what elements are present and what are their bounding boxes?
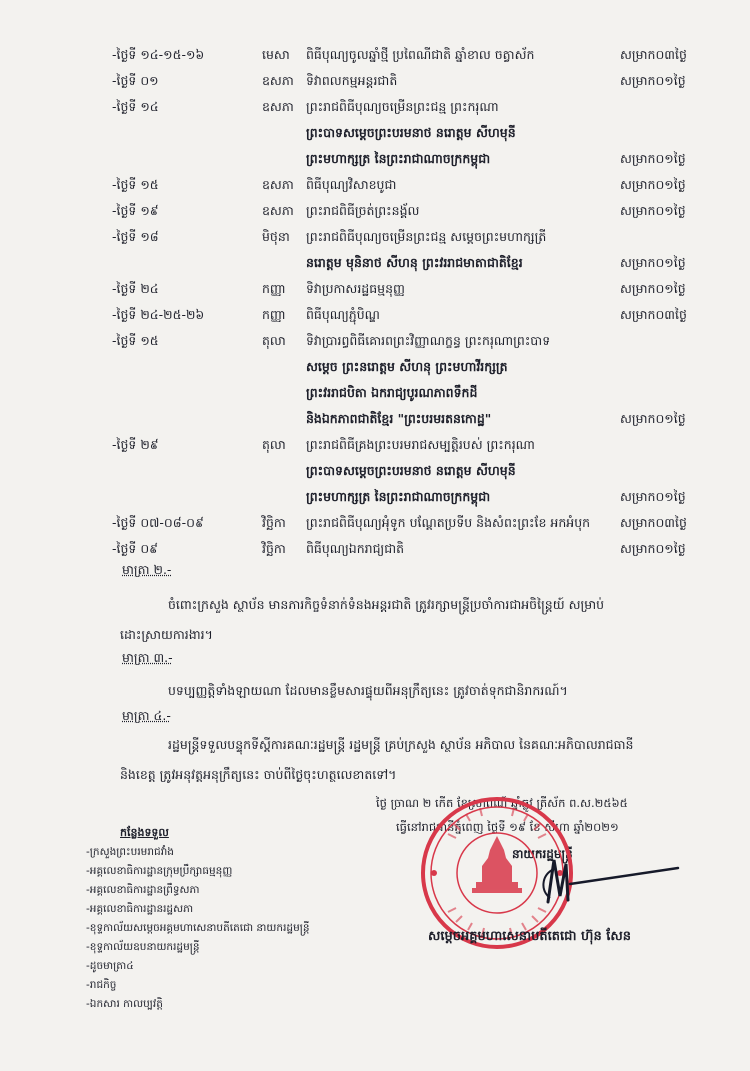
holiday-description: ទិវាប្រារព្ធពិធីគោរពព្រះវិញ្ញាណក្ខន្ធ ព្រះករុណាព្រះបាទ: [306, 333, 551, 348]
holiday-description-continued: ព្រះមហាក្សត្រ នៃព្រះរាជាណាចក្រកម្ពុជា: [306, 151, 491, 166]
holiday-duration: សម្រាក០១ថ្ងៃ: [620, 177, 686, 192]
holiday-description-continued: ព្រះបាទសម្តេចព្រះបរមនាថ នរោត្តម សីហមុនី: [306, 125, 516, 140]
holiday-description: ព្រះរាជពិធីបុណ្យចម្រើនព្រះជន្ម សម្តេចព្រះមហាក្សត្រី: [306, 229, 547, 244]
schedule-row: [0, 432, 750, 458]
holiday-day: -ថ្ងៃទី ២៩: [112, 437, 159, 452]
holiday-month: តុលា: [262, 437, 286, 452]
article-2-line-1: ចំពោះក្រសួង ស្ថាប័ន មានភារកិច្ចទំនាក់ទំនងអន្តរជាតិ ត្រូវរក្សាមន្ត្រីប្រចាំការជាអចិន្ត្រៃយ៍ សម្រាប់: [168, 597, 605, 612]
recipient-item: -អគ្គលេខាធិការដ្ឋានរដ្ឋសភា: [86, 903, 194, 915]
holiday-description: ព្រះរាជពិធីបុណ្យអុំទូក បណ្តែតប្រទីប និងសំពះព្រះខែ អកអំបុក: [306, 515, 591, 530]
holiday-description: ពិធីបុណ្យចូលឆ្នាំថ្មី ប្រពៃណីជាតិ ឆ្នាំខាល ចត្វាស័ក: [306, 47, 535, 62]
recipient-item: -ឯកសារ កាលប្បវត្តិ: [86, 998, 163, 1010]
holiday-duration: សម្រាក០១ថ្ងៃ: [620, 411, 686, 426]
holiday-day: -ថ្ងៃទី ២៤-២៥-២៦: [112, 307, 205, 322]
holiday-month: ឧសភា: [262, 73, 294, 88]
holiday-duration: សម្រាក០១ថ្ងៃ: [620, 281, 686, 296]
holiday-month: តុលា: [262, 333, 286, 348]
holiday-month: មិថុនា: [262, 229, 290, 244]
holiday-description-continued: សម្តេច ព្រះនរោត្តម សីហនុ ព្រះមហាវីរក្សត្រ: [306, 359, 508, 374]
article-4-line-1: រដ្ឋមន្ត្រីទទួលបន្ទុកទីស្តីការគណៈរដ្ឋមន្ត្រី រដ្ឋមន្ត្រី គ្រប់ក្រសួង ស្ថាប័ន អភិបាល នៃគណៈអភិបាលរាជធានី: [168, 737, 634, 752]
article-3-title: មាត្រា ៣.-: [122, 650, 173, 665]
schedule-row: [0, 328, 750, 354]
recipient-item: -ខុទ្ទកាល័យឧបនាយករដ្ឋមន្ត្រី: [86, 941, 200, 953]
holiday-month: វិច្ឆិកា: [262, 515, 286, 530]
holiday-description: ពិធីបុណ្យវិសាខបូជា: [306, 177, 397, 192]
holiday-description: ពិធីបុណ្យឯករាជ្យជាតិ: [306, 541, 405, 556]
holiday-description: ទិវាពលកម្មអន្តរជាតិ: [306, 73, 398, 88]
holiday-description-continued: ព្រះមហាក្សត្រ នៃព្រះរាជាណាចក្រកម្ពុជា: [306, 489, 491, 504]
holiday-duration: សម្រាក០១ថ្ងៃ: [620, 255, 686, 270]
holiday-description-continued: ព្រះវររាជបិតា ឯករាជ្យបូរណភាពទឹកដី: [306, 385, 478, 400]
holiday-description: ព្រះរាជពិធីច្រត់ព្រះនង្គ័ល: [306, 203, 420, 218]
holiday-day: -ថ្ងៃទី ១៥: [112, 177, 159, 192]
holiday-month: កញ្ញា: [262, 307, 286, 322]
holiday-duration: សម្រាក០៣ថ្ងៃ: [620, 307, 687, 322]
holiday-month: វិច្ឆិកា: [262, 541, 286, 556]
holiday-description: ព្រះរាជពិធីបុណ្យចម្រើនព្រះជន្ម ព្រះករុណា: [306, 99, 499, 114]
holiday-day: -ថ្ងៃទី ០៩: [112, 541, 159, 556]
holiday-description: ទិវាប្រកាសរដ្ឋធម្មនុញ្ញ: [306, 281, 405, 296]
holiday-description: ពិធីបុណ្យភ្ជុំបិណ្ឌ: [306, 307, 380, 322]
article-4-title: មាត្រា ៤.-: [122, 708, 171, 723]
holiday-duration: សម្រាក០១ថ្ងៃ: [620, 203, 686, 218]
recipient-item: -រាជកិច្ច: [86, 979, 117, 991]
recipient-item: -ដូចមាត្រា៤: [86, 960, 134, 972]
holiday-duration: សម្រាក០៣ថ្ងៃ: [620, 515, 687, 530]
holiday-day: -ថ្ងៃទី ១៤-១៥-១៦: [112, 47, 205, 62]
holiday-month: ឧសភា: [262, 177, 294, 192]
article-3-line-1: បទប្បញ្ញត្តិទាំងឡាយណា ដែលមានខ្លឹមសារផ្ទុយពីអនុក្រឹត្យនេះ ត្រូវចាត់ទុកជានិរាករណ៍។: [168, 683, 568, 698]
holiday-description-continued: ព្រះបាទសម្តេចព្រះបរមនាថ នរោត្តម សីហមុនី: [306, 463, 516, 478]
recipient-item: -អគ្គលេខាធិការដ្ឋានព្រឹទ្ធសភា: [86, 884, 200, 896]
handwritten-signature: [530, 840, 680, 920]
holiday-description: ព្រះរាជពិធីគ្រងព្រះបរមរាជសម្បត្តិរបស់ ព្រះករុណា: [306, 437, 535, 452]
recipient-item: -ខុទ្ទកាល័យសម្តេចអគ្គមហាសេនាបតីតេជោ នាយករដ្ឋមន្ត្រី: [86, 922, 310, 934]
holiday-month: ឧសភា: [262, 99, 294, 114]
lunar-date: ថ្ងៃ ច្រាណ ២ កើត ខែស្រាពណ៍ ឆ្នាំឆ្លូវ ត្រីស័ក ព.ស.២៥៦៥: [376, 796, 628, 810]
holiday-description-continued: នរោត្តម មុនិនាថ សីហនុ ព្រះវររាជមាតាជាតិខ្មែរ: [306, 255, 523, 270]
holiday-month: ឧសភា: [262, 203, 294, 218]
schedule-row: [0, 94, 750, 120]
article-2-title: មាត្រា ២.-: [122, 562, 172, 577]
city-date: ធ្វើនៅរាជធានីភ្នំពេញ ថ្ងៃទី ១៩ ខែ សីហា ឆ្នាំ២០២១: [396, 820, 619, 834]
article-2-line-2: ដោះស្រាយការងារ។: [120, 627, 213, 642]
holiday-duration: សម្រាក០១ថ្ងៃ: [620, 541, 686, 556]
signatory-title: នាយករដ្ឋមន្ត្រី: [512, 847, 573, 861]
recipients-title: កន្លែងទទួល: [120, 826, 169, 839]
holiday-duration: សម្រាក០១ថ្ងៃ: [620, 489, 686, 504]
holiday-month: កញ្ញា: [262, 281, 286, 296]
holiday-duration: សម្រាក០១ថ្ងៃ: [620, 151, 686, 166]
recipient-item: -ក្រសួងព្រះបរមរាជវាំង: [86, 846, 174, 858]
recipient-item: -អគ្គលេខាធិការដ្ឋានក្រុមប្រឹក្សាធម្មនុញ្ញ: [86, 865, 233, 877]
holiday-description-continued: និងឯកភាពជាតិខ្មែរ "ព្រះបរមរតនកោដ្ឋ": [306, 411, 492, 426]
article-4-line-2: និងខេត្ត ត្រូវអនុវត្តអនុក្រឹត្យនេះ ចាប់ពីថ្ងៃចុះហត្ថលេខាតទៅ។: [120, 767, 397, 782]
holiday-day: -ថ្ងៃទី ០១: [112, 73, 159, 88]
holiday-day: -ថ្ងៃទី ១៤: [112, 99, 159, 114]
holiday-duration: សម្រាក០១ថ្ងៃ: [620, 73, 686, 88]
holiday-day: -ថ្ងៃទី ០៧-០៨-០៩: [112, 515, 204, 530]
signatory-name: សម្តេចអគ្គមហាសេនាបតីតេជោ ហ៊ុន សែន: [428, 929, 631, 944]
holiday-duration: សម្រាក០៣ថ្ងៃ: [620, 47, 687, 62]
holiday-day: -ថ្ងៃទី ១៩: [112, 203, 159, 218]
holiday-day: -ថ្ងៃទី ២៤: [112, 281, 159, 296]
schedule-row: [0, 224, 750, 250]
holiday-day: -ថ្ងៃទី ១៨: [112, 229, 159, 244]
holiday-month: មេសា: [262, 47, 290, 62]
holiday-day: -ថ្ងៃទី ១៥: [112, 333, 159, 348]
